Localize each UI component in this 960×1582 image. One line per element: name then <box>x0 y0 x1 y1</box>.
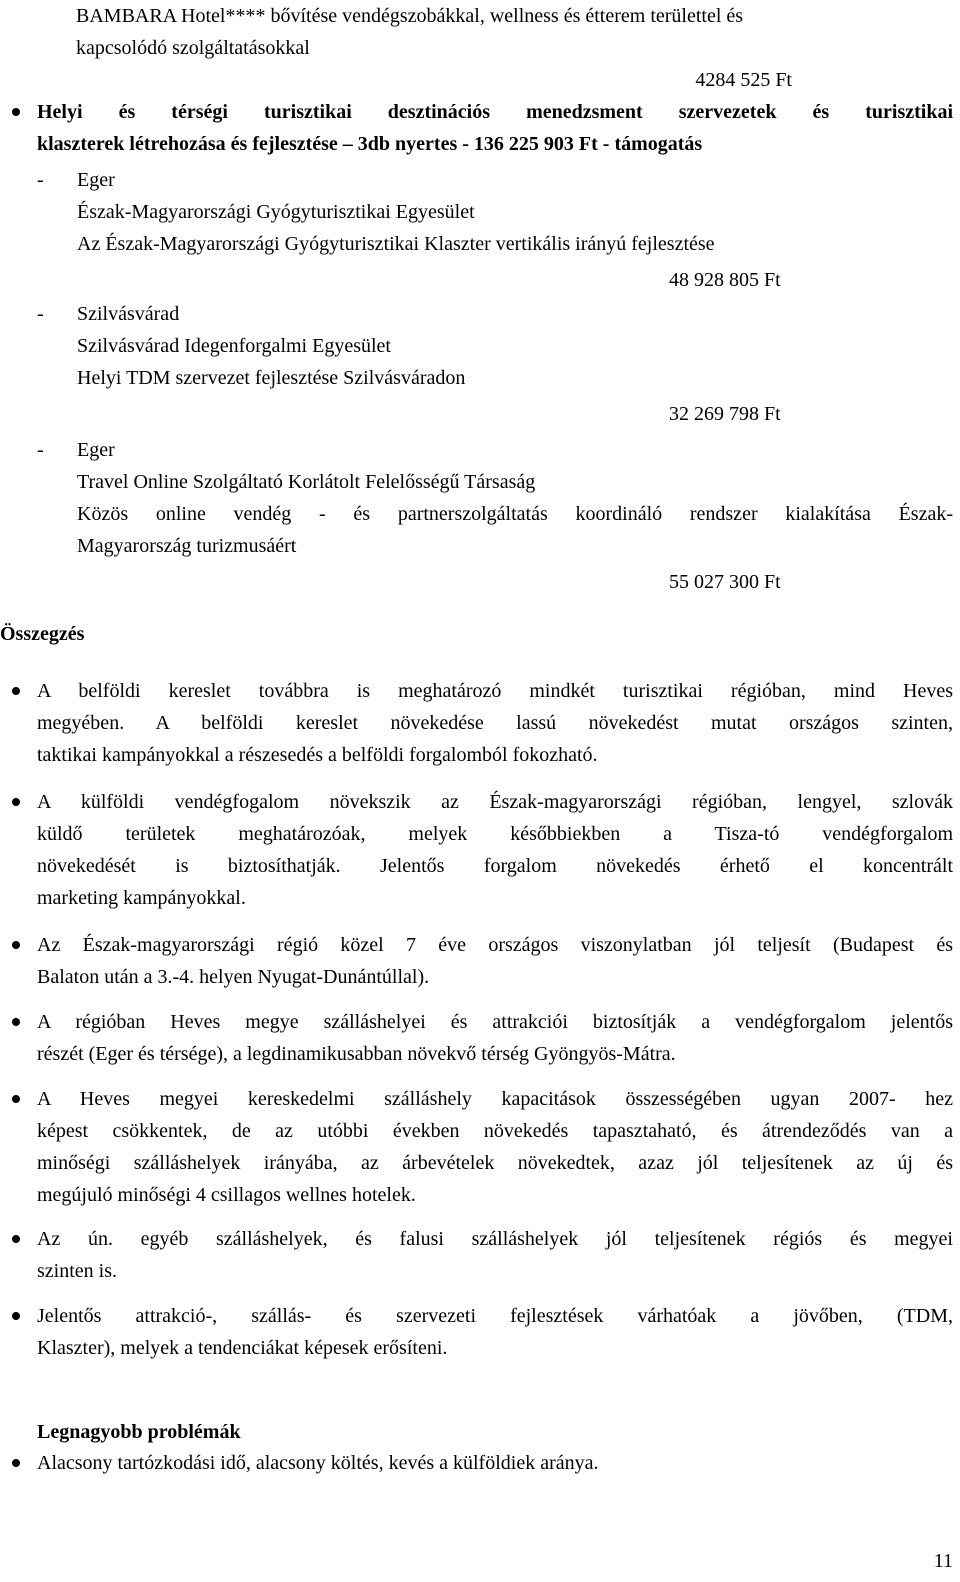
entry-amount: 32 269 798 Ft <box>669 403 781 425</box>
entry-2 <box>37 298 953 430</box>
entry-1 <box>37 164 953 296</box>
entry-location: Eger <box>77 439 115 461</box>
summary-heading: Összegzés <box>0 623 85 645</box>
bullet-icon <box>12 798 20 806</box>
summary-bullet-line: minőségi szálláshelyek irányába, az árbevételek növekedtek, azaz jól teljesítenek az új és <box>37 1152 953 1174</box>
summary-bullet-line: A régióban Heves megye szálláshelyei és attrakciói biztosítják a vendégforgalom jelentős <box>37 1011 953 1033</box>
intro-amount: 4284 525 Ft <box>695 69 792 91</box>
entry-location: Eger <box>77 169 115 191</box>
summary-bullet-item <box>37 786 953 914</box>
summary-bullet-line: Balaton után a 3.-4. helyen Nyugat-Dunántúllal). <box>37 966 430 988</box>
summary-bullet-line: A belföldi kereslet továbbra is meghatározó mindkét turisztikai régióban, mind Heves <box>37 680 953 702</box>
summary-bullet-line: megyében. A belföldi kereslet növekedése lassú növekedést mutat országos szinten, <box>37 712 953 734</box>
summary-bullet-line: A Heves megyei kereskedelmi szálláshely kapacitások összességében ugyan 2007- hez <box>37 1088 953 1110</box>
bullet-icon <box>12 1312 20 1320</box>
summary-bullet-item <box>37 1300 953 1364</box>
bullet-icon <box>12 108 20 116</box>
bullet-icon <box>12 1459 20 1467</box>
summary-bullet-item <box>37 675 953 771</box>
problem-text: Alacsony tartózkodási idő, alacsony költés, kevés a külföldiek aránya. <box>37 1452 599 1474</box>
summary-bullet-item <box>37 1223 953 1287</box>
summary-bullet-line: taktikai kampányokkal a részesedés a belföldi forgalomból fokozható. <box>37 744 598 766</box>
entry-amount: 55 027 300 Ft <box>669 571 781 593</box>
summary-bullet-line: Jelentős attrakció-, szállás- és szervezeti fejlesztések várhatóak a jövőben, (TDM, <box>37 1305 953 1327</box>
summary-bullet-item <box>37 929 953 993</box>
regional-heading-line-1: Helyi és térségi turisztikai desztinációs menedzsment szervezetek és turisztikai <box>37 101 953 123</box>
entry-organization: Travel Online Szolgáltató Korlátolt Felelősségű Társaság <box>77 471 536 493</box>
bullet-icon <box>12 687 20 695</box>
dash-marker: - <box>37 303 44 325</box>
summary-bullet-line: Klaszter), melyek a tendenciákat képesek erősíteni. <box>37 1337 448 1359</box>
problems-heading: Legnagyobb problémák <box>37 1421 241 1443</box>
summary-bullet-line: Az ún. egyéb szálláshelyek, és falusi szálláshelyek jól teljesítenek régiós és megyei <box>37 1228 953 1250</box>
bullet-icon <box>12 1018 20 1026</box>
regional-heading <box>37 96 953 160</box>
entry-project: Az Észak-Magyarországi Gyógyturisztikai Klaszter vertikális irányú fejlesztése <box>77 233 715 255</box>
entry-project-line-1: Közös online vendég - és partnerszolgáltatás koordináló rendszer kialakítása Észak- <box>77 503 953 525</box>
entry-project-line-2: Magyarország turizmusáért <box>77 535 297 557</box>
entry-organization: Észak-Magyarországi Gyógyturisztikai Egyesület <box>77 201 475 223</box>
bullet-icon <box>12 941 20 949</box>
entry-3 <box>37 434 953 598</box>
page-number: 11 <box>933 1550 953 1572</box>
summary-bullet-line: részét (Eger és térsége), a legdinamikusabban növekvő térség Gyöngyös-Mátra. <box>37 1043 676 1065</box>
problem-item <box>37 1447 953 1479</box>
summary-bullet-line: marketing kampányokkal. <box>37 887 246 909</box>
dash-marker: - <box>37 169 44 191</box>
summary-bullet-line: megújuló minőségi 4 csillagos wellnes hotelek. <box>37 1184 416 1206</box>
summary-bullet-line: szinten is. <box>37 1260 117 1282</box>
intro-block <box>76 0 954 96</box>
summary-bullet-line: küldő területek meghatározóak, melyek későbbiekben a Tisza-tó vendégforgalom <box>37 823 953 845</box>
summary-bullet-line: növekedését is biztosíthatják. Jelentős forgalom növekedés érhető el koncentrált <box>37 855 953 877</box>
bullet-icon <box>12 1095 20 1103</box>
bullet-icon <box>12 1235 20 1243</box>
regional-heading-line-2: klaszterek létrehozása és fejlesztése – 3db nyertes - 136 225 903 Ft - támogatás <box>37 133 703 155</box>
entry-organization: Szilvásvárad Idegenforgalmi Egyesület <box>77 335 391 357</box>
summary-bullet-line: A külföldi vendégfogalom növekszik az Észak-magyarországi régióban, lengyel, szlovák <box>37 791 953 813</box>
entry-project: Helyi TDM szervezet fejlesztése Szilvásváradon <box>77 367 466 389</box>
summary-bullet-item <box>37 1083 953 1211</box>
summary-bullet-item <box>37 1006 953 1070</box>
entry-location: Szilvásvárad <box>77 303 180 325</box>
entry-amount: 48 928 805 Ft <box>669 269 781 291</box>
summary-bullet-line: képest csökkentek, de az utóbbi években növekedés tapasztaható, és átrendeződés van a <box>37 1120 953 1142</box>
intro-line-2: kapcsolódó szolgáltatásokkal <box>76 37 310 59</box>
intro-line-1: BAMBARA Hotel**** bővítése vendégszobákkal, wellness és étterem területtel és <box>76 5 744 27</box>
dash-marker: - <box>37 439 44 461</box>
summary-bullet-line: Az Észak-magyarországi régió közel 7 éve országos viszonylatban jól teljesít (Budapest és <box>37 934 953 956</box>
